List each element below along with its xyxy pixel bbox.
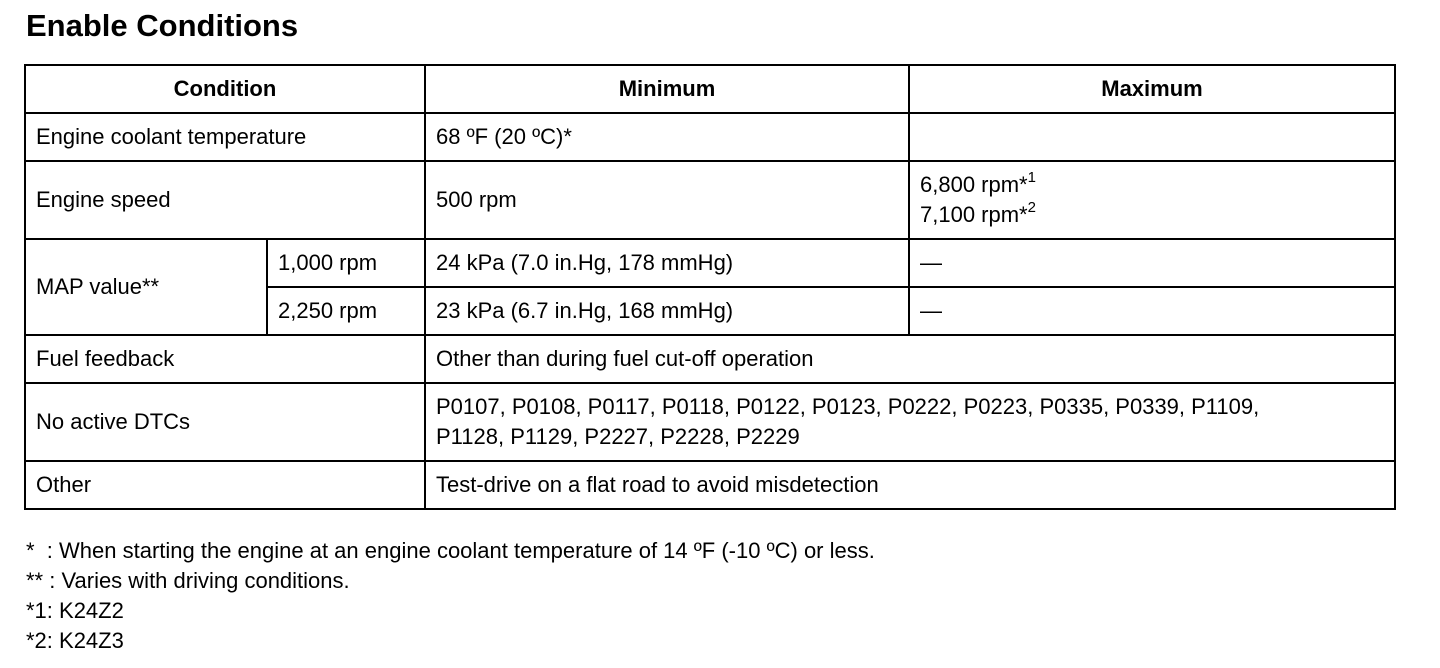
table-row bbox=[25, 335, 1395, 383]
maximum-cell: — bbox=[909, 239, 1395, 287]
minimum-cell: 23 kPa (6.7 in.Hg, 168 mmHg) bbox=[425, 287, 909, 335]
value-cell: Other than during fuel cut-off operation bbox=[425, 335, 1395, 383]
condition-cell: Engine coolant temperature bbox=[25, 113, 425, 161]
dtc-list-cell bbox=[425, 383, 1395, 461]
footnote: *2: K24Z3 bbox=[26, 628, 124, 653]
maximum-cell bbox=[909, 113, 1395, 161]
footnote: * : When starting the engine at an engine coolant temperature of 14 ºF (-10 ºC) or less. bbox=[26, 538, 875, 563]
rpm-subcell: 2,250 rpm bbox=[267, 287, 425, 335]
condition-cell: Other bbox=[25, 461, 425, 509]
table-row bbox=[25, 161, 1395, 239]
dtc-line: P0107, P0108, P0117, P0118, P0122, P0123, P0222, P0223, P0335, P0339, P1109, bbox=[436, 394, 1260, 419]
table-row bbox=[25, 461, 1395, 509]
rpm-subcell: 1,000 rpm bbox=[267, 239, 425, 287]
footnote-marker: 2 bbox=[1027, 198, 1036, 216]
maximum-cell: — bbox=[909, 287, 1395, 335]
condition-cell: Fuel feedback bbox=[25, 335, 425, 383]
header-minimum: Minimum bbox=[425, 65, 909, 113]
page-title: Enable Conditions bbox=[26, 8, 299, 43]
minimum-cell: 500 rpm bbox=[425, 161, 909, 239]
footnote: *1: K24Z2 bbox=[26, 598, 124, 623]
footnote: ** : Varies with driving conditions. bbox=[26, 568, 350, 593]
max-rpm-value: 6,800 rpm* bbox=[920, 172, 1028, 197]
value-cell: Test-drive on a flat road to avoid misdetection bbox=[425, 461, 1395, 509]
condition-cell: Engine speed bbox=[25, 161, 425, 239]
table-row bbox=[25, 239, 1395, 287]
footnote-marker: 1 bbox=[1027, 168, 1036, 186]
table-row bbox=[25, 113, 1395, 161]
max-rpm-k24z3 bbox=[920, 200, 1384, 230]
maximum-cell bbox=[909, 161, 1395, 239]
max-rpm-k24z2 bbox=[920, 170, 1384, 200]
table-row bbox=[25, 383, 1395, 461]
condition-cell: No active DTCs bbox=[25, 383, 425, 461]
table-header-row bbox=[25, 65, 1395, 113]
dtc-line: P1128, P1129, P2227, P2228, P2229 bbox=[436, 424, 800, 449]
minimum-cell: 68 ºF (20 ºC)* bbox=[425, 113, 909, 161]
minimum-cell: 24 kPa (7.0 in.Hg, 178 mmHg) bbox=[425, 239, 909, 287]
condition-cell: MAP value** bbox=[25, 239, 267, 335]
footnotes bbox=[26, 536, 875, 656]
header-condition: Condition bbox=[25, 65, 425, 113]
header-maximum: Maximum bbox=[909, 65, 1395, 113]
max-rpm-value: 7,100 rpm* bbox=[920, 202, 1028, 227]
enable-conditions-table bbox=[24, 64, 1396, 510]
